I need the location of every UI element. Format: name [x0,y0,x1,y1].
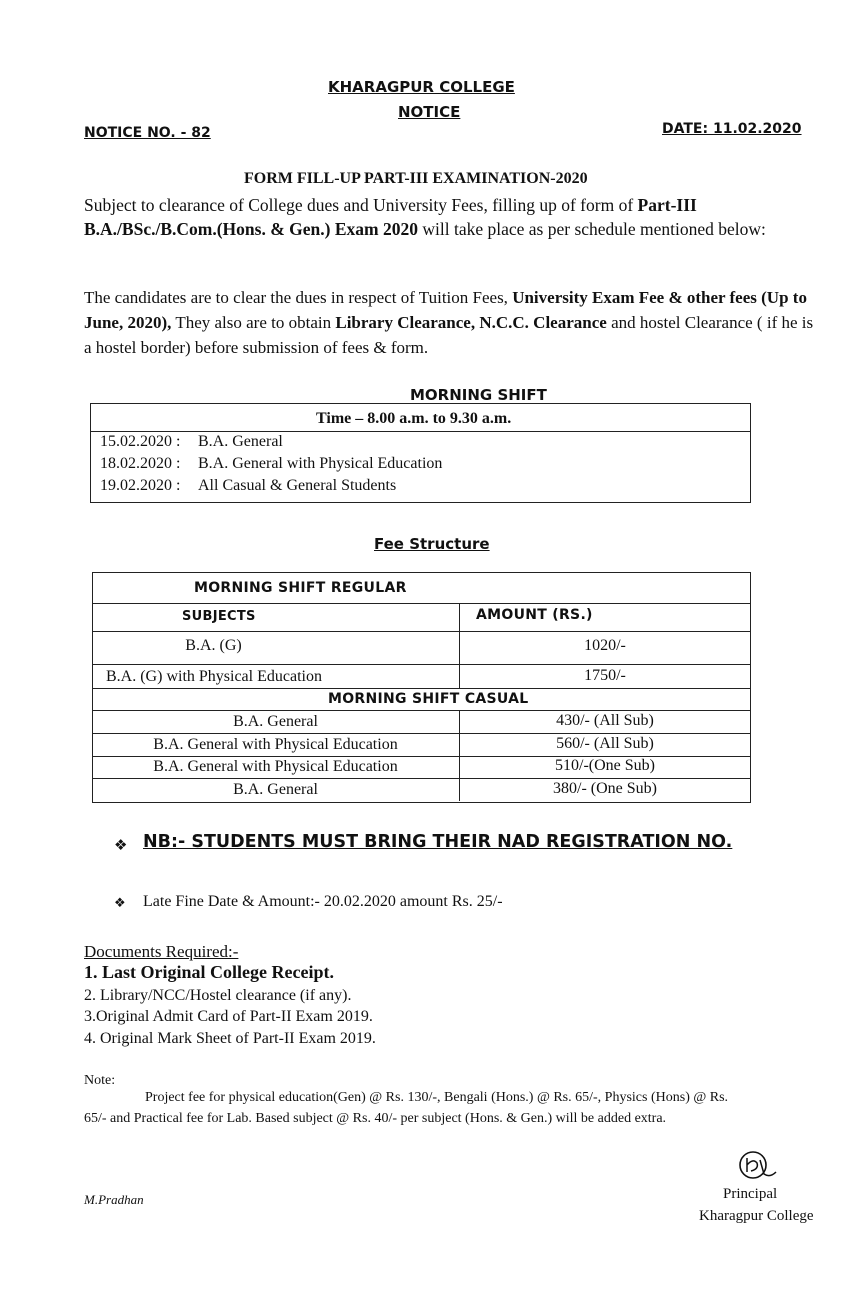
intro-text-c: will take place as per schedule mentioned below: [417,219,766,239]
schedule-row-desc: B.A. General with Physical Education [198,455,443,472]
college-name: KHARAGPUR COLLEGE [328,78,515,96]
late-fine-bullet-icon: ❖ [114,896,126,911]
subject-heading: FORM FILL-UP PART-III EXAMINATION-2020 [244,170,588,187]
schedule-heading: MORNING SHIFT [410,386,547,404]
principal-designation: Principal [723,1186,778,1202]
notice-title: NOTICE [398,103,461,121]
fee-subject: B.A. General [233,713,318,730]
dues-text-a: The candidates are to clear the dues in respect of Tuition Fees, [84,288,513,307]
col-subjects: SUBJECTS [182,609,256,624]
fee-subject: B.A. General [233,781,318,798]
fee-table-line [92,664,750,665]
schedule-row-date: 18.02.2020 : [100,455,181,472]
fee-amount: 1750/- [584,667,626,684]
nb-bullet-icon: ❖ [114,836,128,854]
document-item: 2. Library/NCC/Hostel clearance (if any). [84,987,352,1004]
fee-table-line [92,688,750,689]
document-item: 1. Last Original College Receipt. [84,962,334,982]
schedule-divider [90,431,750,432]
fee-subject: B.A. General with Physical Education [153,736,398,753]
nb-text: NB:- STUDENTS MUST BRING THEIR NAD REGISTRATION NO. [143,832,733,852]
fee-table-line [92,603,750,604]
fee-amount: 560/- (All Sub) [556,735,654,752]
note-line-2: 65/- and Practical fee for Lab. Based subject @ Rs. 40/- per subject (Hons. & Gen.) will be added extra. [84,1111,667,1126]
dues-text-b: University Exam Fee & other fees (Up to June, 2020), [84,288,807,332]
fee-amount: 1020/- [584,637,626,654]
dues-text-c: They also are to obtain [171,313,336,332]
fee-structure-heading: Fee Structure [374,535,490,553]
fee-table-line [92,778,750,779]
fee-table-line [92,631,750,632]
typist-initials: M.Pradhan [84,1192,144,1207]
regular-heading: MORNING SHIFT REGULAR [194,580,407,596]
late-fine-text: Late Fine Date & Amount:- 20.02.2020 amount Rs. 25/- [143,893,503,910]
schedule-time: Time – 8.00 a.m. to 9.30 a.m. [316,410,512,427]
documents-heading: Documents Required:- [84,942,239,961]
note-label: Note: [84,1073,116,1088]
fee-amount: 380/- (One Sub) [553,780,657,797]
schedule-row-desc: All Casual & General Students [198,477,397,494]
fee-subject: B.A. (G) [185,637,242,654]
schedule-row-date: 15.02.2020 : [100,433,181,450]
fee-table-line [92,733,750,734]
note-line-1: Project fee for physical education(Gen) @ Rs. 130/-, Bengali (Hons.) @ Rs. 65/-, Physics (Hons) @ Rs. [145,1090,729,1105]
intro-paragraph-1 [84,193,824,241]
signature-icon [736,1148,780,1184]
schedule-row-date: 19.02.2020 : [100,477,181,494]
dues-text-e: and hostel Clearance ( if he is a hostel border) before submission of fees & form. [84,313,814,357]
fee-table-line [92,710,750,711]
principal-institution: Kharagpur College [699,1208,814,1224]
notice-number: NOTICE NO. - 82 [84,125,211,141]
notice-date: DATE: 11.02.2020 [662,121,802,137]
intro-text-b: Part-III B.A./BSc./B.Com.(Hons. & Gen.) Exam 2020 [84,195,697,239]
fee-amount: 430/- (All Sub) [556,712,654,729]
dues-text-d: Library Clearance, N.C.C. Clearance [335,313,607,332]
col-amount: AMOUNT (RS.) [476,607,593,623]
schedule-row-desc: B.A. General [198,433,283,450]
document-item: 4. Original Mark Sheet of Part-II Exam 2019. [84,1030,376,1047]
document-item: 3.Original Admit Card of Part-II Exam 2019. [84,1008,373,1025]
intro-paragraph-2 [84,285,824,360]
fee-subject: B.A. (G) with Physical Education [106,668,322,685]
casual-heading: MORNING SHIFT CASUAL [328,691,529,707]
fee-amount: 510/-(One Sub) [555,757,655,774]
intro-text-a: Subject to clearance of College dues and University Fees, filling up of form of [84,195,638,215]
fee-subject: B.A. General with Physical Education [153,758,398,775]
